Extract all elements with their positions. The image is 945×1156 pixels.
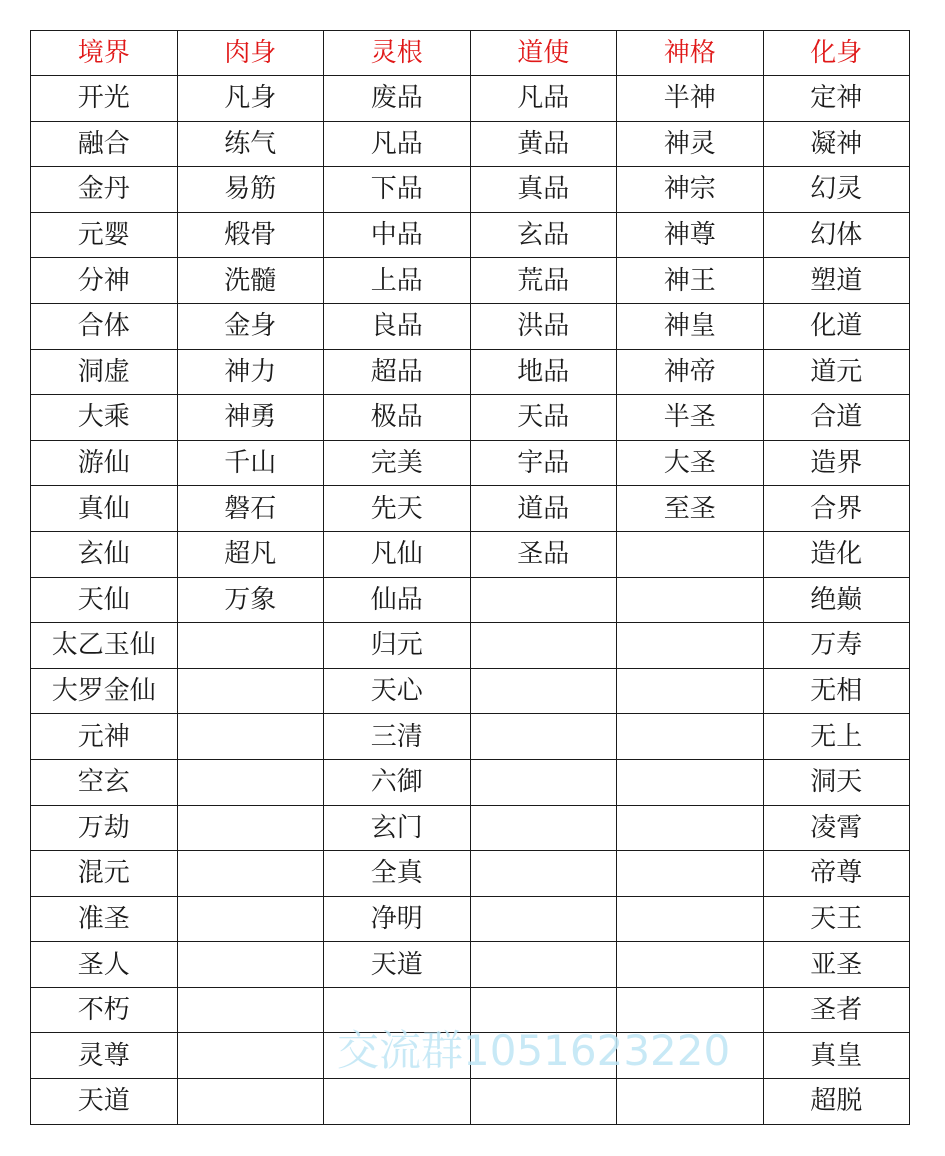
cell-divinity: 半神 [617,76,764,122]
header-spirit-root: 灵根 [324,31,471,76]
cell-dao-envoy: 洪品 [470,303,617,349]
cell-spirit-root: 仙品 [324,577,471,623]
cell-avatar: 帝尊 [763,851,910,897]
cell-realm: 游仙 [31,440,178,486]
cell-realm: 元神 [31,714,178,760]
cell-realm: 混元 [31,851,178,897]
table-row [31,531,910,577]
cell-realm: 灵尊 [31,1033,178,1079]
header-body: 肉身 [177,31,324,76]
cell-divinity: 神皇 [617,303,764,349]
cell-body: 超凡 [177,531,324,577]
cell-spirit-root [324,987,471,1033]
cell-avatar: 塑道 [763,258,910,304]
table-row [31,987,910,1033]
cell-divinity: 大圣 [617,440,764,486]
cell-dao-envoy [470,942,617,988]
cell-dao-envoy: 凡品 [470,76,617,122]
cell-dao-envoy [470,759,617,805]
cell-divinity [617,714,764,760]
cell-spirit-root: 先天 [324,486,471,532]
cell-body [177,714,324,760]
cell-dao-envoy [470,1079,617,1125]
cell-avatar: 合界 [763,486,910,532]
cell-divinity [617,851,764,897]
cell-avatar: 圣者 [763,987,910,1033]
cell-spirit-root: 全真 [324,851,471,897]
cell-body [177,851,324,897]
cell-body [177,1079,324,1125]
cell-spirit-root: 凡仙 [324,531,471,577]
cell-avatar: 定神 [763,76,910,122]
cell-divinity: 神帝 [617,349,764,395]
table-row [31,167,910,213]
cell-realm: 准圣 [31,896,178,942]
cell-avatar: 造界 [763,440,910,486]
cell-spirit-root [324,1079,471,1125]
table-body [31,76,910,1125]
cell-realm: 不朽 [31,987,178,1033]
cell-avatar: 超脱 [763,1079,910,1125]
header-divinity: 神格 [617,31,764,76]
cell-dao-envoy: 天品 [470,395,617,441]
cell-dao-envoy [470,896,617,942]
header-avatar: 化身 [763,31,910,76]
table-row [31,759,910,805]
cell-body: 易筋 [177,167,324,213]
cell-dao-envoy: 圣品 [470,531,617,577]
table-row [31,623,910,669]
cell-divinity [617,942,764,988]
cell-realm: 融合 [31,121,178,167]
cell-dao-envoy [470,987,617,1033]
cell-divinity [617,896,764,942]
cell-spirit-root: 六御 [324,759,471,805]
cell-spirit-root [324,1033,471,1079]
cell-body: 万象 [177,577,324,623]
table-row [31,805,910,851]
cell-divinity [617,1079,764,1125]
cell-realm: 开光 [31,76,178,122]
table-row [31,303,910,349]
cell-avatar: 幻体 [763,212,910,258]
cell-avatar: 凌霄 [763,805,910,851]
watermark-text: 交流群1051623220 [337,1026,731,1075]
cell-dao-envoy [470,668,617,714]
cell-realm: 天道 [31,1079,178,1125]
cell-avatar: 凝神 [763,121,910,167]
cell-body [177,896,324,942]
cell-avatar: 绝巅 [763,577,910,623]
cell-body [177,805,324,851]
table-row [31,1033,910,1079]
cell-body [177,987,324,1033]
cell-divinity: 神尊 [617,212,764,258]
table-row [31,942,910,988]
cell-realm: 元婴 [31,212,178,258]
cell-avatar: 合道 [763,395,910,441]
cell-dao-envoy: 荒品 [470,258,617,304]
cell-realm: 分神 [31,258,178,304]
table-row [31,1079,910,1125]
table-row [31,121,910,167]
cell-body: 练气 [177,121,324,167]
cell-avatar: 幻灵 [763,167,910,213]
cell-body: 神力 [177,349,324,395]
cell-body [177,942,324,988]
cell-divinity [617,1033,764,1079]
realm-table [30,30,910,1125]
cell-avatar: 真皇 [763,1033,910,1079]
cell-body: 磐石 [177,486,324,532]
cell-dao-envoy: 宇品 [470,440,617,486]
cell-spirit-root: 极品 [324,395,471,441]
cell-spirit-root: 玄门 [324,805,471,851]
cell-body [177,759,324,805]
cell-realm: 太乙玉仙 [31,623,178,669]
table-row [31,212,910,258]
cell-spirit-root: 废品 [324,76,471,122]
cell-realm: 天仙 [31,577,178,623]
cell-spirit-root: 良品 [324,303,471,349]
cell-body: 煅骨 [177,212,324,258]
cell-body: 凡身 [177,76,324,122]
cell-divinity [617,577,764,623]
table-row [31,258,910,304]
cell-divinity: 半圣 [617,395,764,441]
cell-avatar: 万寿 [763,623,910,669]
cell-dao-envoy [470,805,617,851]
table-row [31,851,910,897]
cell-divinity [617,668,764,714]
cell-dao-envoy: 黄品 [470,121,617,167]
header-row [31,31,910,76]
cell-avatar: 造化 [763,531,910,577]
table-row [31,577,910,623]
cell-realm: 真仙 [31,486,178,532]
cell-dao-envoy: 真品 [470,167,617,213]
header-realm: 境界 [31,31,178,76]
cell-avatar: 天王 [763,896,910,942]
cell-spirit-root: 天道 [324,942,471,988]
cell-spirit-root: 归元 [324,623,471,669]
cell-realm: 玄仙 [31,531,178,577]
cell-body [177,623,324,669]
cell-realm: 合体 [31,303,178,349]
cell-avatar: 亚圣 [763,942,910,988]
cell-spirit-root: 完美 [324,440,471,486]
table-row [31,440,910,486]
cell-avatar: 无相 [763,668,910,714]
table-row [31,486,910,532]
cell-dao-envoy: 道品 [470,486,617,532]
cell-spirit-root: 天心 [324,668,471,714]
cell-divinity [617,531,764,577]
cell-realm: 洞虚 [31,349,178,395]
cell-divinity [617,987,764,1033]
cell-dao-envoy [470,1033,617,1079]
cell-dao-envoy: 地品 [470,349,617,395]
cell-avatar: 化道 [763,303,910,349]
cell-dao-envoy: 玄品 [470,212,617,258]
table-row [31,395,910,441]
cell-divinity: 至圣 [617,486,764,532]
cell-avatar: 洞天 [763,759,910,805]
table-row [31,349,910,395]
cell-body [177,668,324,714]
cell-spirit-root: 中品 [324,212,471,258]
table-row [31,76,910,122]
cell-body: 洗髓 [177,258,324,304]
cell-body: 千山 [177,440,324,486]
cell-spirit-root: 超品 [324,349,471,395]
cell-body [177,1033,324,1079]
cell-divinity: 神宗 [617,167,764,213]
cell-body: 金身 [177,303,324,349]
cell-spirit-root: 上品 [324,258,471,304]
cell-divinity: 神灵 [617,121,764,167]
cell-body: 神勇 [177,395,324,441]
cell-divinity: 神王 [617,258,764,304]
cell-dao-envoy [470,623,617,669]
cell-avatar: 无上 [763,714,910,760]
cell-spirit-root: 凡品 [324,121,471,167]
cultivation-realm-sheet [30,30,909,1125]
cell-divinity [617,623,764,669]
cell-realm: 大罗金仙 [31,668,178,714]
table-header [31,31,910,76]
table-row [31,896,910,942]
cell-spirit-root: 净明 [324,896,471,942]
header-dao-envoy: 道使 [470,31,617,76]
cell-realm: 大乘 [31,395,178,441]
cell-avatar: 道元 [763,349,910,395]
cell-dao-envoy [470,714,617,760]
cell-dao-envoy [470,577,617,623]
cell-realm: 万劫 [31,805,178,851]
cell-realm: 金丹 [31,167,178,213]
cell-divinity [617,805,764,851]
table-row [31,714,910,760]
cell-realm: 圣人 [31,942,178,988]
cell-spirit-root: 下品 [324,167,471,213]
cell-spirit-root: 三清 [324,714,471,760]
cell-divinity [617,759,764,805]
table-row [31,668,910,714]
cell-realm: 空玄 [31,759,178,805]
cell-dao-envoy [470,851,617,897]
